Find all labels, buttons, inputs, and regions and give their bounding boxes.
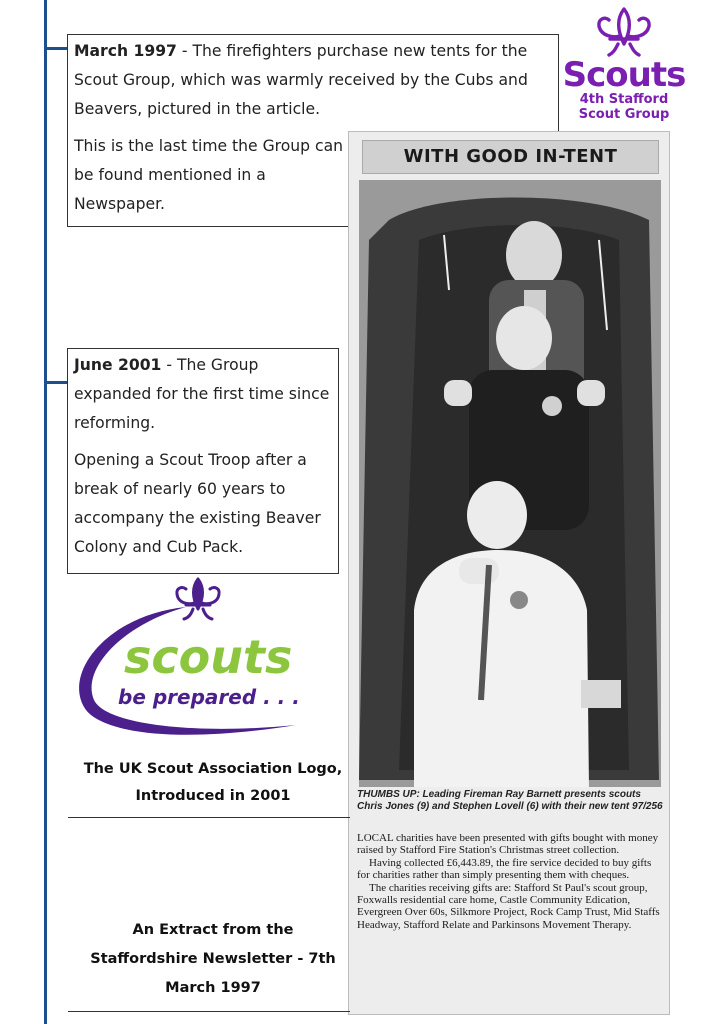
extract-caption <box>66 916 360 1003</box>
logo-caption-line1: The UK Scout Association Logo, <box>83 761 343 777</box>
logo-caption-line2: Introduced in 2001 <box>135 788 291 804</box>
timeline-tick-1997 <box>44 47 68 50</box>
group-logo <box>560 6 688 122</box>
event-text: - The firefighters purchase new tents for the Scout Group, which was warmly received by the Cubs and Beavers, pictured in the article. <box>74 42 528 118</box>
article-paragraph: Having collected £6,443.89, the fire service decided to buy gifts for charities rather than simply presenting them with cheques. <box>357 856 652 882</box>
event-description <box>74 37 552 124</box>
newspaper-clipping <box>348 131 670 1015</box>
newspaper-headline: WITH GOOD IN-TENT <box>362 140 659 174</box>
event-note: Opening a Scout Troop after a break of nearly 60 years to accompany the existing Beaver Colony and Cub Pack. <box>74 451 321 556</box>
event-date: March 1997 <box>74 42 177 60</box>
fleur-de-lis-icon <box>177 579 219 619</box>
logo-scouts-word: scouts <box>124 630 293 684</box>
extract-caption-line1: An Extract from the <box>132 922 294 938</box>
article-paragraph: The charities receiving gifts are: Stafford St Paul's scout group, Foxwalls residential care home, Castle Community Edication, Evergreen Over 60s, Silkmore Project, Rock Camp Trust, Mid Staffs Headway, Stafford Relate and Parkinsons Movement Therapy. <box>357 881 660 931</box>
article-body <box>357 832 663 931</box>
group-logo-line2: Scout Group <box>578 107 670 122</box>
divider <box>68 1011 350 1012</box>
timeline-line <box>44 0 47 1024</box>
photo-caption: THUMBS UP: Leading Fireman Ray Barnett presents scouts Chris Jones (9) and Stephen Lovell (6) with their new tent 97/256 <box>357 789 663 812</box>
event-note: This is the last time the Group can be found mentioned in a Newspaper. <box>74 137 344 213</box>
event-card-2001 <box>67 348 339 574</box>
divider <box>68 817 350 818</box>
event-description <box>74 351 332 438</box>
group-logo-word: Scouts <box>562 55 686 95</box>
article-paragraph: LOCAL charities have been presented with gifts bought with money raised by Stafford Fire Station's Christmas street collection. <box>357 832 659 857</box>
extract-caption-line3: March 1997 <box>165 980 261 996</box>
photo-fireman-scouts-tent <box>359 180 661 787</box>
event-date: June 2001 <box>74 356 162 374</box>
extract-caption-line2: Staffordshire Newsletter - 7th <box>90 951 336 967</box>
newspaper-photo <box>359 180 661 787</box>
scout-association-logo-graphic <box>66 575 346 745</box>
fleur-de-lis-icon <box>593 6 655 58</box>
group-logo-line1: 4th Stafford <box>579 92 669 107</box>
event-text: - The Group expanded for the first time since reforming. <box>74 356 330 432</box>
scout-association-logo <box>66 575 346 745</box>
timeline-tick-2001 <box>44 381 68 384</box>
logo-caption <box>66 756 360 810</box>
logo-tagline: be prepared . . . <box>118 685 300 709</box>
